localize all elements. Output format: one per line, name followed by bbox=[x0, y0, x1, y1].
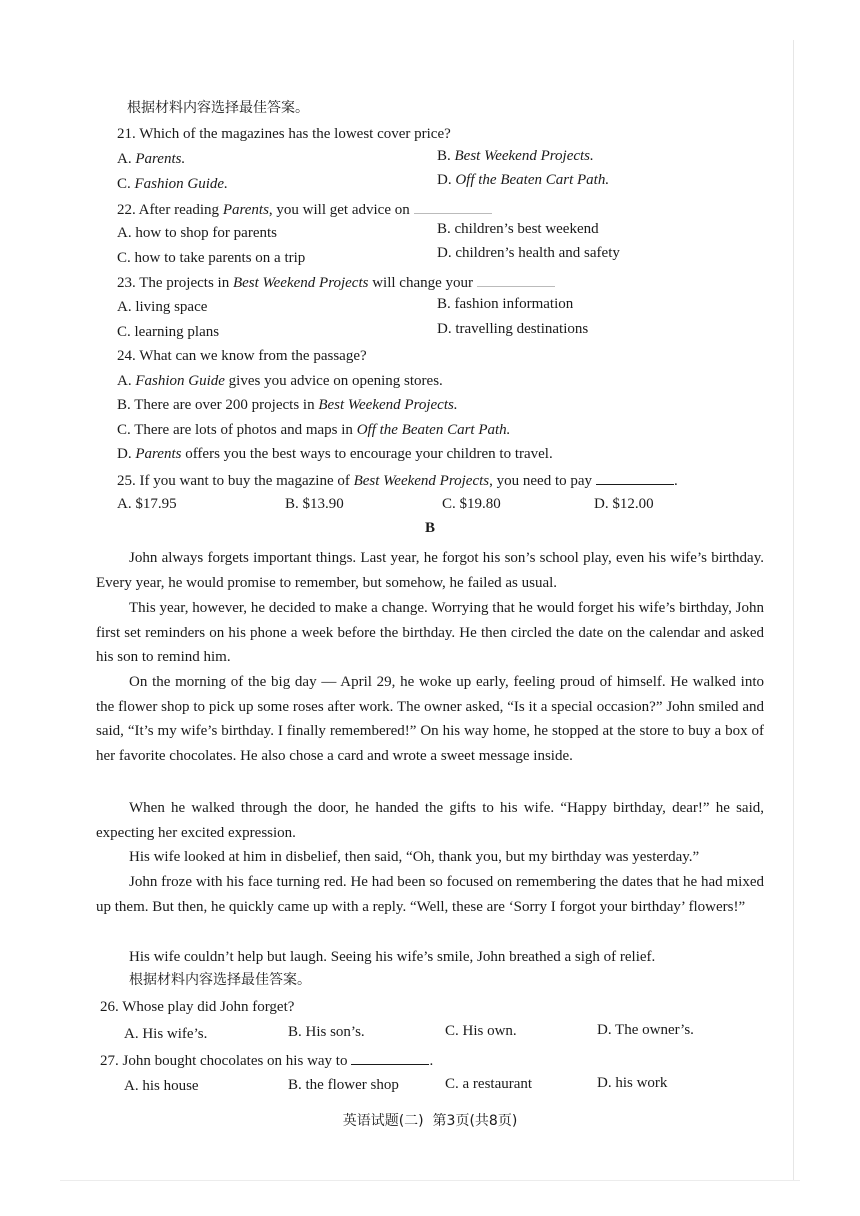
magazine-title: Best Weekend Projects bbox=[353, 473, 490, 489]
magazine-title: Parents. bbox=[135, 151, 186, 167]
question-24-option-a bbox=[117, 371, 443, 391]
question-21-option-a bbox=[117, 149, 185, 169]
magazine-title: Off the Beaten Cart Path. bbox=[356, 422, 511, 438]
option-label: A. bbox=[117, 151, 136, 167]
question-25-option-b: B. $13.90 bbox=[285, 496, 344, 512]
magazine-title: Fashion Guide. bbox=[134, 176, 228, 192]
question-21-option-b bbox=[437, 146, 594, 166]
option-text: A. bbox=[117, 373, 136, 389]
option-label: D. bbox=[437, 172, 456, 188]
question-27-option-a: A. his house bbox=[124, 1078, 199, 1094]
instruction-text: 根据材料内容选择最佳答案。 bbox=[127, 100, 309, 116]
question-26-option-a: A. His wife’s. bbox=[124, 1026, 208, 1042]
question-23-option-a: A. living space bbox=[117, 299, 208, 315]
answer-blank bbox=[414, 199, 492, 214]
answer-blank bbox=[477, 272, 555, 287]
passage-paragraph-1: John always forgets important things. Last year, he forgot his son’s school play, even his wife’s birthday. Every year, he would promise to remember, but somehow, he failed as usual. bbox=[96, 550, 764, 591]
question-26-option-d: D. The owner’s. bbox=[597, 1022, 694, 1038]
passage-paragraph-2: This year, however, he decided to make a change. Worrying that he would forget his wife’s birthday, John first set reminders on his phone a week before the birthday. He then circled the date on the calendar and asked his son to remind him. bbox=[96, 600, 764, 665]
question-23-stem bbox=[117, 272, 555, 293]
page-edge-right bbox=[793, 40, 794, 1180]
question-21-option-d bbox=[437, 170, 609, 190]
stem-text: 22. After reading bbox=[117, 202, 223, 218]
question-23-option-c: C. learning plans bbox=[117, 324, 220, 340]
instruction-text: 根据材料内容选择最佳答案。 bbox=[129, 972, 311, 988]
stem-text: , you need to pay bbox=[489, 473, 593, 489]
magazine-title: Off the Beaten Cart Path. bbox=[455, 172, 610, 188]
magazine-title: Best Weekend Projects bbox=[232, 275, 369, 291]
option-text: C. There are lots of photos and maps in bbox=[117, 422, 357, 438]
passage-paragraph-7: His wife couldn’t help but laugh. Seeing his wife’s smile, John breathed a sigh of relief. bbox=[129, 949, 656, 965]
question-26-option-b: B. His son’s. bbox=[288, 1024, 365, 1040]
answer-blank bbox=[596, 470, 674, 485]
page-footer: 英语试题(二) 第3页(共8页) bbox=[342, 1113, 518, 1129]
question-27-stem bbox=[100, 1050, 433, 1071]
question-22-stem bbox=[117, 199, 492, 220]
question-26-option-c: C. His own. bbox=[445, 1023, 517, 1039]
stem-text: will change your bbox=[368, 275, 474, 291]
page-edge-bottom bbox=[60, 1180, 800, 1181]
option-label: C. bbox=[117, 176, 135, 192]
stem-text: , you will get advice on bbox=[268, 202, 410, 218]
question-26-stem: 26. Whose play did John forget? bbox=[100, 999, 295, 1015]
question-24-option-d bbox=[117, 444, 553, 464]
question-27-option-d: D. his work bbox=[597, 1075, 668, 1091]
question-21-stem: 21. Which of the magazines has the lowest cover price? bbox=[117, 126, 451, 142]
magazine-title: Parents bbox=[222, 202, 269, 218]
question-24-option-c bbox=[117, 420, 510, 440]
question-23-option-d: D. travelling destinations bbox=[437, 321, 589, 337]
magazine-title: Best Weekend Projects. bbox=[318, 397, 458, 413]
passage-paragraph-5: His wife looked at him in disbelief, then said, “Oh, thank you, but my birthday was yesterday.” bbox=[129, 849, 700, 865]
option-text: B. There are over 200 projects in bbox=[117, 397, 319, 413]
magazine-title: Best Weekend Projects. bbox=[454, 148, 594, 164]
passage-paragraph-4: When he walked through the door, he handed the gifts to his wife. “Happy birthday, dear!” he said, expecting her excited expression. bbox=[96, 800, 764, 841]
question-22-option-b: B. children’s best weekend bbox=[437, 221, 599, 237]
magazine-title: Fashion Guide bbox=[135, 373, 225, 389]
passage-paragraph-3: On the morning of the big day — April 29, he woke up early, feeling proud of himself. He walked into the flower shop to pick up some roses after work. The owner asked, “Is it a special occasion?” John smiled and said, “It’s my wife’s birthday. I finally remembered!” On his way home, he stopped at the store to buy a box of her favorite chocolates. He also chose a card and wrote a sweet message inside. bbox=[96, 674, 764, 764]
option-text: gives you advice on opening stores. bbox=[224, 373, 443, 389]
stem-text: 25. If you want to buy the magazine of bbox=[117, 473, 354, 489]
option-text: offers you the best ways to encourage your children to travel. bbox=[181, 446, 553, 462]
option-text: D. bbox=[117, 446, 136, 462]
passage-paragraph-6: John froze with his face turning red. He had been so focused on remembering the dates that he had mixed up them. But then, he quickly came up with a reply. “Well, these are ‘Sorry I forgot your birthday’ flowers!” bbox=[96, 874, 764, 915]
question-21-option-c bbox=[117, 174, 228, 194]
stem-text: . bbox=[429, 1053, 434, 1069]
question-22-option-d: D. children’s health and safety bbox=[437, 245, 620, 261]
option-label: B. bbox=[437, 148, 455, 164]
question-24-option-b bbox=[117, 395, 458, 415]
question-25-stem bbox=[117, 470, 678, 491]
question-25-option-c: C. $19.80 bbox=[442, 496, 501, 512]
question-27-option-b: B. the flower shop bbox=[288, 1077, 399, 1093]
question-23-option-b: B. fashion information bbox=[437, 296, 574, 312]
stem-text: 27. John bought chocolates on his way to bbox=[100, 1053, 348, 1069]
stem-text: 23. The projects in bbox=[117, 275, 233, 291]
question-22-option-a: A. how to shop for parents bbox=[117, 225, 277, 241]
section-heading: B bbox=[424, 520, 435, 536]
question-24-stem: 24. What can we know from the passage? bbox=[117, 348, 367, 364]
stem-text: . bbox=[674, 473, 678, 489]
magazine-title: Parents bbox=[135, 446, 182, 462]
question-27-option-c: C. a restaurant bbox=[445, 1076, 533, 1092]
question-22-option-c: C. how to take parents on a trip bbox=[117, 250, 306, 266]
question-25-option-a: A. $17.95 bbox=[117, 496, 177, 512]
question-25-option-d: D. $12.00 bbox=[594, 496, 654, 512]
answer-blank bbox=[351, 1050, 429, 1065]
